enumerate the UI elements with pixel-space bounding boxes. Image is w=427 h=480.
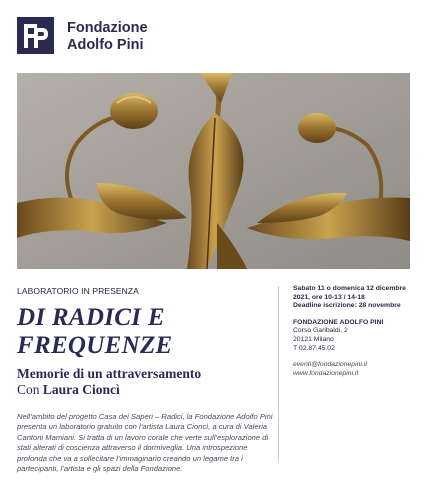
- event-title-line-1: DI RADICI E: [17, 304, 165, 331]
- event-description: Nell’ambito del progetto Casa dei Saperi – Radici, la Fondazione Adolfo Pini presenta un laboratorio gratuito con l’artista Laura Cioncì, a cura di Valeria Cantoni Mamiani. Si tratta di un lavoro corale che verte sull’esplorazione di stati alterati di coscienza attraverso il dormiveglia. Una introspezione profonda che va a sollecitare l’immaginario creando un legame tra i partecipanti, l’artista e gli spazi della Fondazione.: [17, 412, 273, 474]
- org-website-link[interactable]: www.fondazionepini.it: [293, 369, 359, 377]
- artist-prefix: Con: [17, 382, 43, 397]
- org-address-2: 20121 Milano: [293, 335, 334, 343]
- event-artist: [17, 382, 272, 398]
- event-info: [293, 285, 418, 378]
- org-address-1: Corso Garibaldi, 2: [293, 327, 348, 335]
- event-main: [17, 286, 272, 474]
- column-divider: [278, 286, 279, 462]
- fondazione-logo: [17, 17, 54, 54]
- event-date-line-2: 2021, ore 10-13 / 14-18: [293, 293, 365, 301]
- event-deadline: Deadline iscrizione: 28 novembre: [293, 302, 401, 310]
- event-title: [17, 304, 272, 360]
- event-date-line-1: Sabato 11 o domenica 12 dicembre: [293, 285, 406, 292]
- event-kicker: LABORATORIO IN PRESENZA: [17, 286, 139, 296]
- org-email-link[interactable]: eventi@fondazionepini.it: [293, 361, 368, 369]
- org-phone: T 02.87.45.02: [293, 344, 335, 352]
- brand-line-2: Adolfo Pini: [67, 37, 144, 53]
- event-title-line-2: FREQUENZE: [17, 332, 173, 359]
- brand-line-1: Fondazione: [67, 20, 148, 36]
- event-subtitle: Memorie di un attraversamento: [17, 366, 202, 381]
- brand-name: [67, 20, 148, 54]
- org-name: FONDAZIONE ADOLFO PINI: [293, 318, 384, 326]
- event-photo: [17, 73, 410, 269]
- artist-name: Laura Cioncì: [42, 382, 120, 397]
